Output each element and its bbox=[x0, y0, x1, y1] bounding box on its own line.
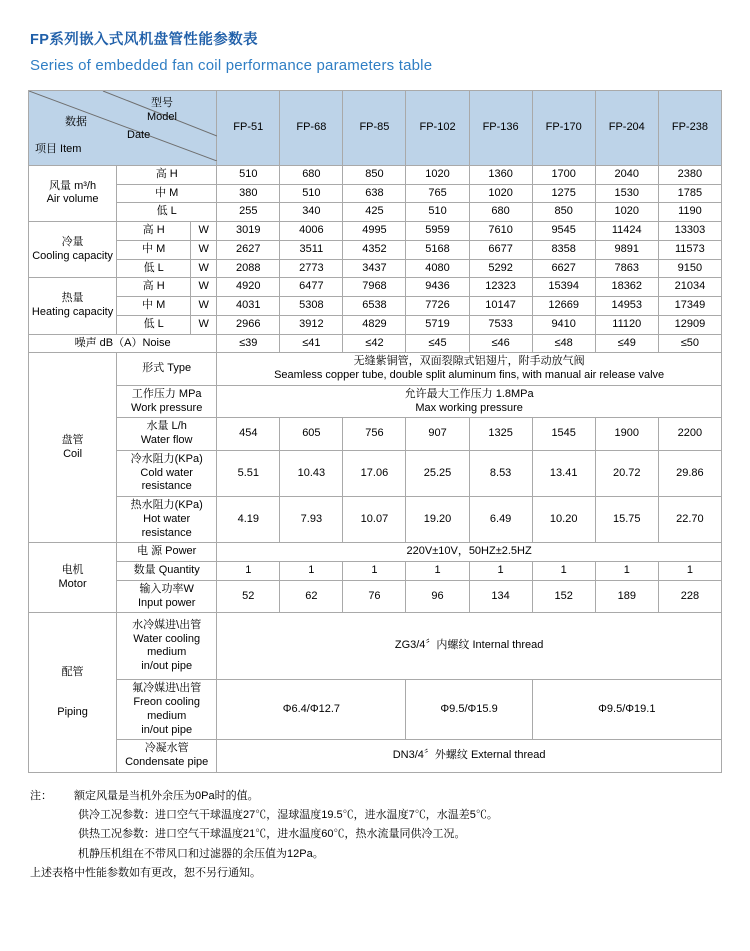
cell: 3437 bbox=[343, 259, 406, 278]
cell: 5292 bbox=[469, 259, 532, 278]
cell: 29.86 bbox=[658, 450, 721, 496]
cell: 1020 bbox=[406, 165, 469, 184]
cell: 11424 bbox=[595, 222, 658, 241]
page-title-cn: FP系列嵌入式风机盘管性能参数表 bbox=[30, 32, 258, 48]
cell: 850 bbox=[343, 165, 406, 184]
cell: 152 bbox=[532, 580, 595, 613]
table-row bbox=[29, 497, 722, 543]
cell: 2088 bbox=[217, 259, 280, 278]
coil-work-pressure-value: 允许最大工作压力 1.8MPa Max working pressure bbox=[217, 385, 722, 418]
model-header-6: FP-204 bbox=[595, 90, 658, 165]
sub-label-heat-m: 中 M bbox=[117, 297, 191, 316]
cell: 2966 bbox=[217, 315, 280, 334]
cell: 5.51 bbox=[217, 450, 280, 496]
cell: ≤41 bbox=[280, 334, 343, 353]
model-header-7: FP-238 bbox=[658, 90, 721, 165]
cell: ≤42 bbox=[343, 334, 406, 353]
table-header-row bbox=[29, 90, 722, 165]
header-corner-cell bbox=[29, 90, 217, 165]
cell: ≤46 bbox=[469, 334, 532, 353]
cell: 6538 bbox=[343, 297, 406, 316]
cell: 1 bbox=[469, 562, 532, 581]
cell: 6.49 bbox=[469, 497, 532, 543]
cell: 1785 bbox=[658, 184, 721, 203]
cell: 10.07 bbox=[343, 497, 406, 543]
coil-type-value: 无缝紫铜管，双面裂隙式铝翅片，附手动放气阀 Seamless copper tube, double split aluminum fins, with manual air release valve bbox=[217, 353, 722, 386]
cell: 5959 bbox=[406, 222, 469, 241]
cell: 380 bbox=[217, 184, 280, 203]
cell: 11120 bbox=[595, 315, 658, 334]
table-row bbox=[29, 184, 722, 203]
cell: 134 bbox=[469, 580, 532, 613]
piping-condensate-value: DN3/4〞外螺纹 External thread bbox=[217, 740, 722, 773]
cell: 255 bbox=[217, 203, 280, 222]
cell: 18362 bbox=[595, 278, 658, 297]
cell: 52 bbox=[217, 580, 280, 613]
piping-water-value: ZG3/4〞内螺纹 Internal thread bbox=[217, 613, 722, 680]
cell: 1325 bbox=[469, 418, 532, 451]
cell: 7968 bbox=[343, 278, 406, 297]
row-label-motor-quantity: 数量 Quantity bbox=[117, 562, 217, 581]
cell: 9150 bbox=[658, 259, 721, 278]
cell: 340 bbox=[280, 203, 343, 222]
table-row bbox=[29, 740, 722, 773]
cell: 7.93 bbox=[280, 497, 343, 543]
table-row bbox=[29, 543, 722, 562]
cell: 9891 bbox=[595, 240, 658, 259]
notes-block bbox=[28, 787, 722, 883]
cell: ≤49 bbox=[595, 334, 658, 353]
cell: 1530 bbox=[595, 184, 658, 203]
cell: 1900 bbox=[595, 418, 658, 451]
table-row bbox=[29, 580, 722, 613]
cell: 4.19 bbox=[217, 497, 280, 543]
table-row bbox=[29, 385, 722, 418]
model-header-5: FP-170 bbox=[532, 90, 595, 165]
cell: 15394 bbox=[532, 278, 595, 297]
row-label-water-flow: 水量 L/h Water flow bbox=[117, 418, 217, 451]
row-label-motor-power: 电 源 Power bbox=[117, 543, 217, 562]
corner-label-item: 项目 Item bbox=[35, 142, 82, 155]
title-block bbox=[28, 0, 722, 78]
cell: 4920 bbox=[217, 278, 280, 297]
cell: 7863 bbox=[595, 259, 658, 278]
cell: 7726 bbox=[406, 297, 469, 316]
note-text-2: 供冷工况参数：进口空气干球温度27℃，湿球温度19.5℃，进水温度7℃，水温差5℃。 bbox=[78, 809, 498, 821]
note-line-2 bbox=[30, 806, 722, 825]
cell: 12909 bbox=[658, 315, 721, 334]
cell: 20.72 bbox=[595, 450, 658, 496]
table-row bbox=[29, 203, 722, 222]
cell: 2200 bbox=[658, 418, 721, 451]
table-row bbox=[29, 278, 722, 297]
unit-heat-m: W bbox=[191, 297, 217, 316]
piping-freon-value-1: Φ9.5/Φ15.9 bbox=[406, 680, 532, 740]
cell: 1275 bbox=[532, 184, 595, 203]
row-label-cold-water-resistance: 冷水阻力(KPa) Cold water resistance bbox=[117, 450, 217, 496]
cell: 10.20 bbox=[532, 497, 595, 543]
note-text-1: 额定风量是当机外余压为0Pa时的值。 bbox=[74, 789, 259, 802]
cell: 1700 bbox=[532, 165, 595, 184]
table-row bbox=[29, 259, 722, 278]
cell: 3511 bbox=[280, 240, 343, 259]
note-text-3: 供热工况参数：进口空气干球温度21℃，进水温度60℃，热水流量同供冷工况。 bbox=[78, 828, 466, 841]
cell: 1 bbox=[406, 562, 469, 581]
spec-table bbox=[28, 90, 722, 773]
cell: 2380 bbox=[658, 165, 721, 184]
cell: 10147 bbox=[469, 297, 532, 316]
cell: 5168 bbox=[406, 240, 469, 259]
cell: 907 bbox=[406, 418, 469, 451]
table-row bbox=[29, 222, 722, 241]
cell: 10.43 bbox=[280, 450, 343, 496]
page-title-en: Series of embedded fan coil performance parameters table bbox=[30, 56, 433, 74]
sub-label-cool-l: 低 L bbox=[117, 259, 191, 278]
cell: 13.41 bbox=[532, 450, 595, 496]
cell: 12323 bbox=[469, 278, 532, 297]
corner-label-model: 型号 Model bbox=[147, 96, 177, 123]
sub-label-air-m: 中 M bbox=[117, 184, 217, 203]
note-text-4: 机静压机组在不带风口和过滤器的余压值为12Pa。 bbox=[78, 847, 324, 860]
note-footer bbox=[30, 864, 722, 883]
row-label-motor-input-power: 输入功率W Input power bbox=[117, 580, 217, 613]
motor-power-value: 220V±10V，50HZ±2.5HZ bbox=[217, 543, 722, 562]
cell: 510 bbox=[280, 184, 343, 203]
cell: 76 bbox=[343, 580, 406, 613]
cell: 1 bbox=[280, 562, 343, 581]
cell: 5308 bbox=[280, 297, 343, 316]
cell: 2773 bbox=[280, 259, 343, 278]
cell: 510 bbox=[217, 165, 280, 184]
cell: 1190 bbox=[658, 203, 721, 222]
group-label-coil: 盘管 Coil bbox=[29, 353, 117, 543]
unit-cool-l: W bbox=[191, 259, 217, 278]
cell: 7533 bbox=[469, 315, 532, 334]
cell: 3019 bbox=[217, 222, 280, 241]
row-label-noise: 噪声 dB（A）Noise bbox=[29, 334, 217, 353]
cell: 1545 bbox=[532, 418, 595, 451]
corner-label-data: 数据 bbox=[65, 115, 87, 128]
unit-heat-h: W bbox=[191, 278, 217, 297]
table-row bbox=[29, 297, 722, 316]
table-row bbox=[29, 315, 722, 334]
cell: 4006 bbox=[280, 222, 343, 241]
cell: 96 bbox=[406, 580, 469, 613]
cell: 2627 bbox=[217, 240, 280, 259]
cell: 1020 bbox=[469, 184, 532, 203]
cell: 11573 bbox=[658, 240, 721, 259]
cell: 765 bbox=[406, 184, 469, 203]
cell: 15.75 bbox=[595, 497, 658, 543]
cell: 6677 bbox=[469, 240, 532, 259]
cell: 4031 bbox=[217, 297, 280, 316]
unit-cool-m: W bbox=[191, 240, 217, 259]
piping-freon-value-2: Φ9.5/Φ19.1 bbox=[532, 680, 721, 740]
sub-label-heat-l: 低 L bbox=[117, 315, 191, 334]
cell: 189 bbox=[595, 580, 658, 613]
sub-label-air-h: 高 H bbox=[117, 165, 217, 184]
cell: 13303 bbox=[658, 222, 721, 241]
cell: 1 bbox=[658, 562, 721, 581]
cell: 4995 bbox=[343, 222, 406, 241]
cell: 1 bbox=[532, 562, 595, 581]
cell: ≤50 bbox=[658, 334, 721, 353]
model-header-0: FP-51 bbox=[217, 90, 280, 165]
row-label-work-pressure: 工作压力 MPa Work pressure bbox=[117, 385, 217, 418]
unit-cool-h: W bbox=[191, 222, 217, 241]
note-line-3 bbox=[30, 825, 722, 844]
cell: 19.20 bbox=[406, 497, 469, 543]
sub-label-cool-h: 高 H bbox=[117, 222, 191, 241]
cell: 680 bbox=[469, 203, 532, 222]
cell: 5719 bbox=[406, 315, 469, 334]
cell: 850 bbox=[532, 203, 595, 222]
cell: 605 bbox=[280, 418, 343, 451]
cell: 228 bbox=[658, 580, 721, 613]
group-label-piping: 配管 Piping bbox=[29, 613, 117, 773]
model-header-3: FP-102 bbox=[406, 90, 469, 165]
sub-label-heat-h: 高 H bbox=[117, 278, 191, 297]
cell: 4352 bbox=[343, 240, 406, 259]
cell: 756 bbox=[343, 418, 406, 451]
cell: 3912 bbox=[280, 315, 343, 334]
sub-label-air-l: 低 L bbox=[117, 203, 217, 222]
table-row bbox=[29, 334, 722, 353]
note-footer-text: 上述表格中性能参数如有更改，恕不另行通知。 bbox=[30, 866, 261, 879]
model-header-1: FP-68 bbox=[280, 90, 343, 165]
cell: 638 bbox=[343, 184, 406, 203]
cell: 1360 bbox=[469, 165, 532, 184]
sub-label-cool-m: 中 M bbox=[117, 240, 191, 259]
table-row bbox=[29, 418, 722, 451]
cell: 9410 bbox=[532, 315, 595, 334]
cell: 21034 bbox=[658, 278, 721, 297]
cell: 9436 bbox=[406, 278, 469, 297]
cell: 14953 bbox=[595, 297, 658, 316]
cell: 510 bbox=[406, 203, 469, 222]
cell: 9545 bbox=[532, 222, 595, 241]
model-header-2: FP-85 bbox=[343, 90, 406, 165]
cell: 1 bbox=[595, 562, 658, 581]
row-label-water-medium-pipe: 水冷媒进\出管 Water cooling medium in/out pipe bbox=[117, 613, 217, 680]
table-row bbox=[29, 562, 722, 581]
table-row bbox=[29, 353, 722, 386]
group-label-heating-capacity: 热量 Heating capacity bbox=[29, 278, 117, 334]
cell: 425 bbox=[343, 203, 406, 222]
cell: 17349 bbox=[658, 297, 721, 316]
cell: 7610 bbox=[469, 222, 532, 241]
table-row bbox=[29, 450, 722, 496]
piping-freon-value-0: Φ6.4/Φ12.7 bbox=[217, 680, 406, 740]
cell: 4080 bbox=[406, 259, 469, 278]
notes-label: 注： bbox=[30, 789, 52, 802]
cell: ≤39 bbox=[217, 334, 280, 353]
row-label-freon-medium-pipe: 氟冷媒进\出管 Freon cooling medium in/out pipe bbox=[117, 680, 217, 740]
table-row bbox=[29, 240, 722, 259]
group-label-cooling-capacity: 冷量 Cooling capacity bbox=[29, 222, 117, 278]
cell: 22.70 bbox=[658, 497, 721, 543]
cell: 8.53 bbox=[469, 450, 532, 496]
cell: 1020 bbox=[595, 203, 658, 222]
group-label-motor: 电机 Motor bbox=[29, 543, 117, 613]
note-line-4 bbox=[30, 845, 722, 864]
cell: 25.25 bbox=[406, 450, 469, 496]
table-row bbox=[29, 613, 722, 680]
cell: 2040 bbox=[595, 165, 658, 184]
cell: 62 bbox=[280, 580, 343, 613]
corner-label-date: Date bbox=[127, 128, 151, 141]
row-label-condensate-pipe: 冷凝水管 Condensate pipe bbox=[117, 740, 217, 773]
cell: 680 bbox=[280, 165, 343, 184]
note-line-1 bbox=[30, 787, 722, 806]
cell: 8358 bbox=[532, 240, 595, 259]
table-row bbox=[29, 165, 722, 184]
group-label-air-volume: 风量 m³/h Air volume bbox=[29, 165, 117, 221]
cell: 12669 bbox=[532, 297, 595, 316]
cell: 6477 bbox=[280, 278, 343, 297]
cell: ≤48 bbox=[532, 334, 595, 353]
cell: 4829 bbox=[343, 315, 406, 334]
table-row bbox=[29, 680, 722, 740]
cell: ≤45 bbox=[406, 334, 469, 353]
model-header-4: FP-136 bbox=[469, 90, 532, 165]
cell: 1 bbox=[343, 562, 406, 581]
unit-heat-l: W bbox=[191, 315, 217, 334]
row-label-coil-type: 形式 Type bbox=[117, 353, 217, 386]
cell: 6627 bbox=[532, 259, 595, 278]
cell: 17.06 bbox=[343, 450, 406, 496]
cell: 454 bbox=[217, 418, 280, 451]
cell: 1 bbox=[217, 562, 280, 581]
row-label-hot-water-resistance: 热水阻力(KPa) Hot water resistance bbox=[117, 497, 217, 543]
